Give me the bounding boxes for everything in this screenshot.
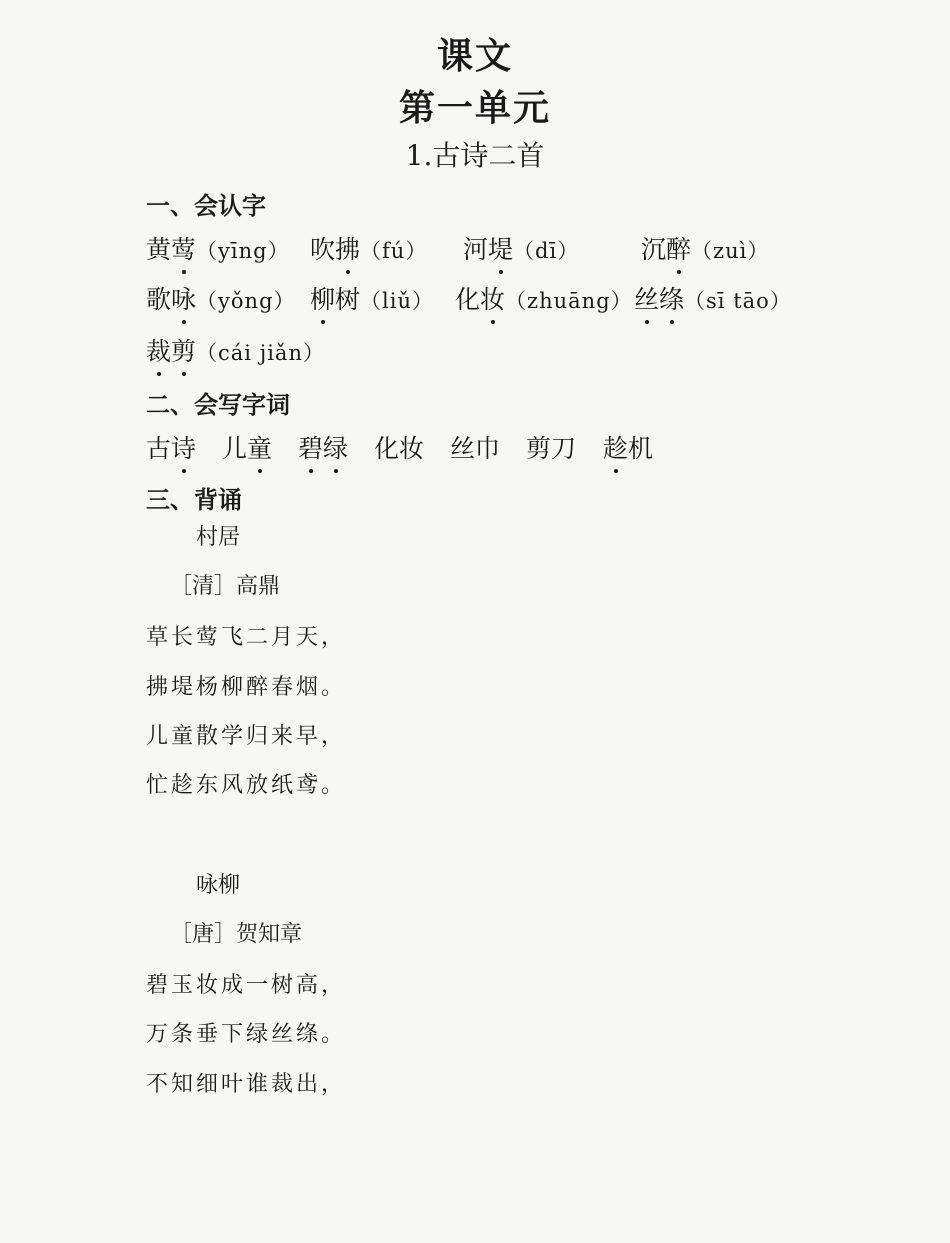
- vocab-item: [146, 280, 296, 316]
- vocab-char: 巾: [475, 434, 501, 463]
- vocab-item: [634, 280, 792, 316]
- section-heading-recognize: 一、会认字: [146, 192, 266, 220]
- pinyin: （yīng）: [196, 239, 290, 263]
- vocab-char: 绦: [659, 280, 684, 316]
- pinyin: （zhuāng）: [505, 289, 633, 313]
- vocab-char: 堤: [488, 230, 513, 266]
- vocab-item: [463, 230, 579, 266]
- vocab-char: 柳: [310, 280, 335, 316]
- write-word: [603, 429, 653, 465]
- vocab-char: 机: [628, 434, 654, 463]
- page-title: 课文: [436, 36, 513, 77]
- vocab-char: 歌: [146, 285, 172, 314]
- vocab-char: 妆: [399, 434, 425, 463]
- vocab-char: 剪: [526, 434, 552, 463]
- vocab-char: 丝: [450, 434, 476, 463]
- vocab-char: 醉: [666, 230, 691, 266]
- vocab-item: [310, 230, 427, 266]
- pinyin: （liǔ）: [360, 289, 434, 313]
- poem-author: ［唐］贺知章: [170, 922, 303, 947]
- poem-line: 万条垂下绿丝绦。: [146, 1022, 347, 1047]
- section-heading-recite: 三、背诵: [146, 486, 242, 514]
- write-word: [146, 429, 196, 465]
- vocab-item: [310, 280, 434, 316]
- vocab-char: 河: [463, 235, 489, 264]
- poem-author: ［清］高鼎: [170, 574, 281, 599]
- vocab-char: 绿: [323, 429, 348, 465]
- vocab-char: 吹: [310, 235, 336, 264]
- vocab-char: 丝: [634, 280, 659, 316]
- vocab-char: 趁: [603, 429, 628, 465]
- vocab-char: 裁: [146, 332, 171, 368]
- write-word: [298, 429, 348, 465]
- poem-line: 草长莺飞二月天，: [146, 625, 347, 650]
- vocab-char: 黄: [146, 235, 172, 264]
- vocab-char: 化: [455, 285, 481, 314]
- poem-title: 村居: [196, 525, 241, 550]
- vocab-item: [455, 280, 633, 316]
- vocab-char: 古: [146, 434, 172, 463]
- vocab-item: [641, 230, 769, 266]
- write-word: [526, 429, 576, 465]
- vocab-char: 妆: [480, 280, 505, 316]
- pinyin: （zuì）: [691, 239, 770, 263]
- poem-line: 不知细叶谁裁出，: [146, 1072, 347, 1097]
- write-word: [374, 429, 424, 465]
- lesson-title: 1.古诗二首: [405, 139, 545, 172]
- pinyin: （cái jiǎn）: [196, 341, 325, 365]
- vocab-char: 咏: [171, 280, 196, 316]
- section-heading-write: 二、会写字词: [146, 391, 290, 419]
- vocab-item: [146, 230, 290, 266]
- pinyin: （sī tāo）: [684, 289, 792, 313]
- poem-line: 碧玉妆成一树高，: [146, 973, 347, 998]
- vocab-char: 莺: [171, 230, 196, 266]
- poem-line: 忙趁东风放纸鸢。: [146, 773, 347, 798]
- vocab-char: 剪: [171, 332, 196, 368]
- pinyin: （yǒng）: [196, 289, 296, 313]
- write-word: [450, 429, 500, 465]
- vocab-char: 刀: [551, 434, 577, 463]
- vocab-char: 童: [247, 429, 272, 465]
- vocab-char: 诗: [171, 429, 196, 465]
- poem-title: 咏柳: [196, 873, 241, 898]
- unit-title: 第一单元: [398, 88, 551, 129]
- vocab-char: 拂: [335, 230, 360, 266]
- pinyin: （fú）: [360, 239, 428, 263]
- vocab-char: 沉: [641, 235, 667, 264]
- vocab-char: 儿: [222, 434, 248, 463]
- vocab-item: [146, 332, 325, 368]
- vocab-char: 化: [374, 434, 400, 463]
- poem-line: 儿童散学归来早，: [146, 724, 347, 749]
- vocab-char: 碧: [298, 429, 323, 465]
- pinyin: （dī）: [513, 239, 580, 263]
- vocab-char: 树: [335, 285, 361, 314]
- poem-line: 拂堤杨柳醉春烟。: [146, 675, 347, 700]
- write-word: [222, 429, 272, 465]
